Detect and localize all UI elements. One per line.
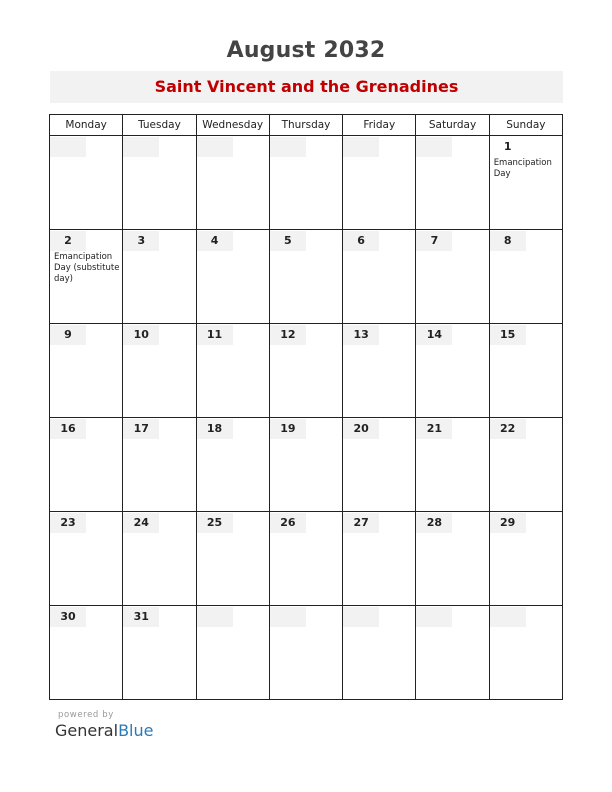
weekday-tuesday: Tuesday [123,115,196,136]
day-number: 22 [490,419,526,439]
day-number [490,607,526,627]
calendar-day-cell [50,230,123,324]
calendar-day-cell [416,418,489,512]
calendar-body [50,136,563,700]
day-number [197,607,233,627]
calendar-week-row [50,136,563,230]
weekday-friday: Friday [343,115,416,136]
calendar-day-cell [50,324,123,418]
calendar-day-cell [123,324,196,418]
weekday-header-row [50,115,563,136]
calendar-day-cell [50,418,123,512]
calendar-day-cell [343,324,416,418]
calendar-day-cell [123,418,196,512]
weekday-thursday: Thursday [269,115,342,136]
calendar-day-cell [196,606,269,700]
day-number: 21 [416,419,452,439]
day-number: 2 [50,231,86,251]
powered-by-text: powered by [58,710,114,720]
day-number: 5 [270,231,306,251]
calendar-day-cell [489,230,562,324]
calendar-day-cell [269,418,342,512]
calendar-day-cell [416,136,489,230]
calendar-week-row [50,606,563,700]
day-number: 31 [123,607,159,627]
day-number: 7 [416,231,452,251]
calendar-day-cell [269,230,342,324]
day-number: 18 [197,419,233,439]
calendar-day-cell [489,606,562,700]
day-number: 20 [343,419,379,439]
day-number: 10 [123,325,159,345]
calendar-day-cell [416,230,489,324]
day-number: 19 [270,419,306,439]
weekday-monday: Monday [50,115,123,136]
day-number: 11 [197,325,233,345]
day-number: 1 [503,140,512,153]
calendar-day-cell [343,606,416,700]
day-number [123,137,159,157]
calendar-day-cell [196,324,269,418]
country-name: Saint Vincent and the Grenadines [50,71,563,103]
holiday-label: Emancipation Day (substitute day) [54,252,120,284]
day-number [197,137,233,157]
weekday-sunday: Sunday [489,115,562,136]
calendar-day-cell [123,230,196,324]
calendar-day-cell [343,512,416,606]
calendar-day-cell [489,136,562,230]
calendar-day-cell [196,230,269,324]
calendar-day-cell [50,512,123,606]
day-number [343,137,379,157]
calendar-day-cell [269,324,342,418]
calendar-day-cell [123,512,196,606]
calendar-day-cell [50,136,123,230]
day-number: 26 [270,513,306,533]
day-number: 3 [123,231,159,251]
calendar-day-cell [123,606,196,700]
calendar-day-cell [123,136,196,230]
day-number: 13 [343,325,379,345]
day-number [270,607,306,627]
calendar-day-cell [196,136,269,230]
day-number: 24 [123,513,159,533]
day-number: 14 [416,325,452,345]
day-number: 8 [490,231,526,251]
calendar-title: August 2032 [226,38,386,63]
calendar-day-cell [343,136,416,230]
day-number [416,137,452,157]
calendar-day-cell [416,324,489,418]
calendar-day-cell [416,606,489,700]
calendar-day-cell [343,230,416,324]
calendar-day-cell [196,418,269,512]
calendar-week-row [50,512,563,606]
day-number: 15 [490,325,526,345]
generalblue-logo [55,721,153,740]
day-number: 16 [50,419,86,439]
logo-general: General [55,721,119,740]
calendar-day-cell [416,512,489,606]
day-number: 29 [490,513,526,533]
calendar-day-cell [343,418,416,512]
day-number: 9 [50,325,86,345]
calendar-day-cell [50,606,123,700]
calendar-week-row [50,418,563,512]
calendar-day-cell [269,512,342,606]
day-number [270,137,306,157]
day-number: 30 [50,607,86,627]
day-number: 25 [197,513,233,533]
holiday-label: Emancipation Day [493,158,552,179]
calendar-grid [49,114,563,700]
calendar-day-cell [489,324,562,418]
day-number: 17 [123,419,159,439]
day-number: 27 [343,513,379,533]
calendar-week-row [50,230,563,324]
calendar-day-cell [269,136,342,230]
day-number: 23 [50,513,86,533]
weekday-wednesday: Wednesday [196,115,269,136]
calendar-day-cell [196,512,269,606]
calendar-day-cell [489,418,562,512]
day-number: 12 [270,325,306,345]
calendar-day-cell [269,606,342,700]
weekday-saturday: Saturday [416,115,489,136]
day-number [416,607,452,627]
calendar-day-cell [489,512,562,606]
day-number: 4 [197,231,233,251]
day-number: 28 [416,513,452,533]
logo-blue: Blue [118,721,154,740]
day-number: 6 [343,231,379,251]
day-number [50,137,86,157]
calendar-week-row [50,324,563,418]
day-number [343,607,379,627]
